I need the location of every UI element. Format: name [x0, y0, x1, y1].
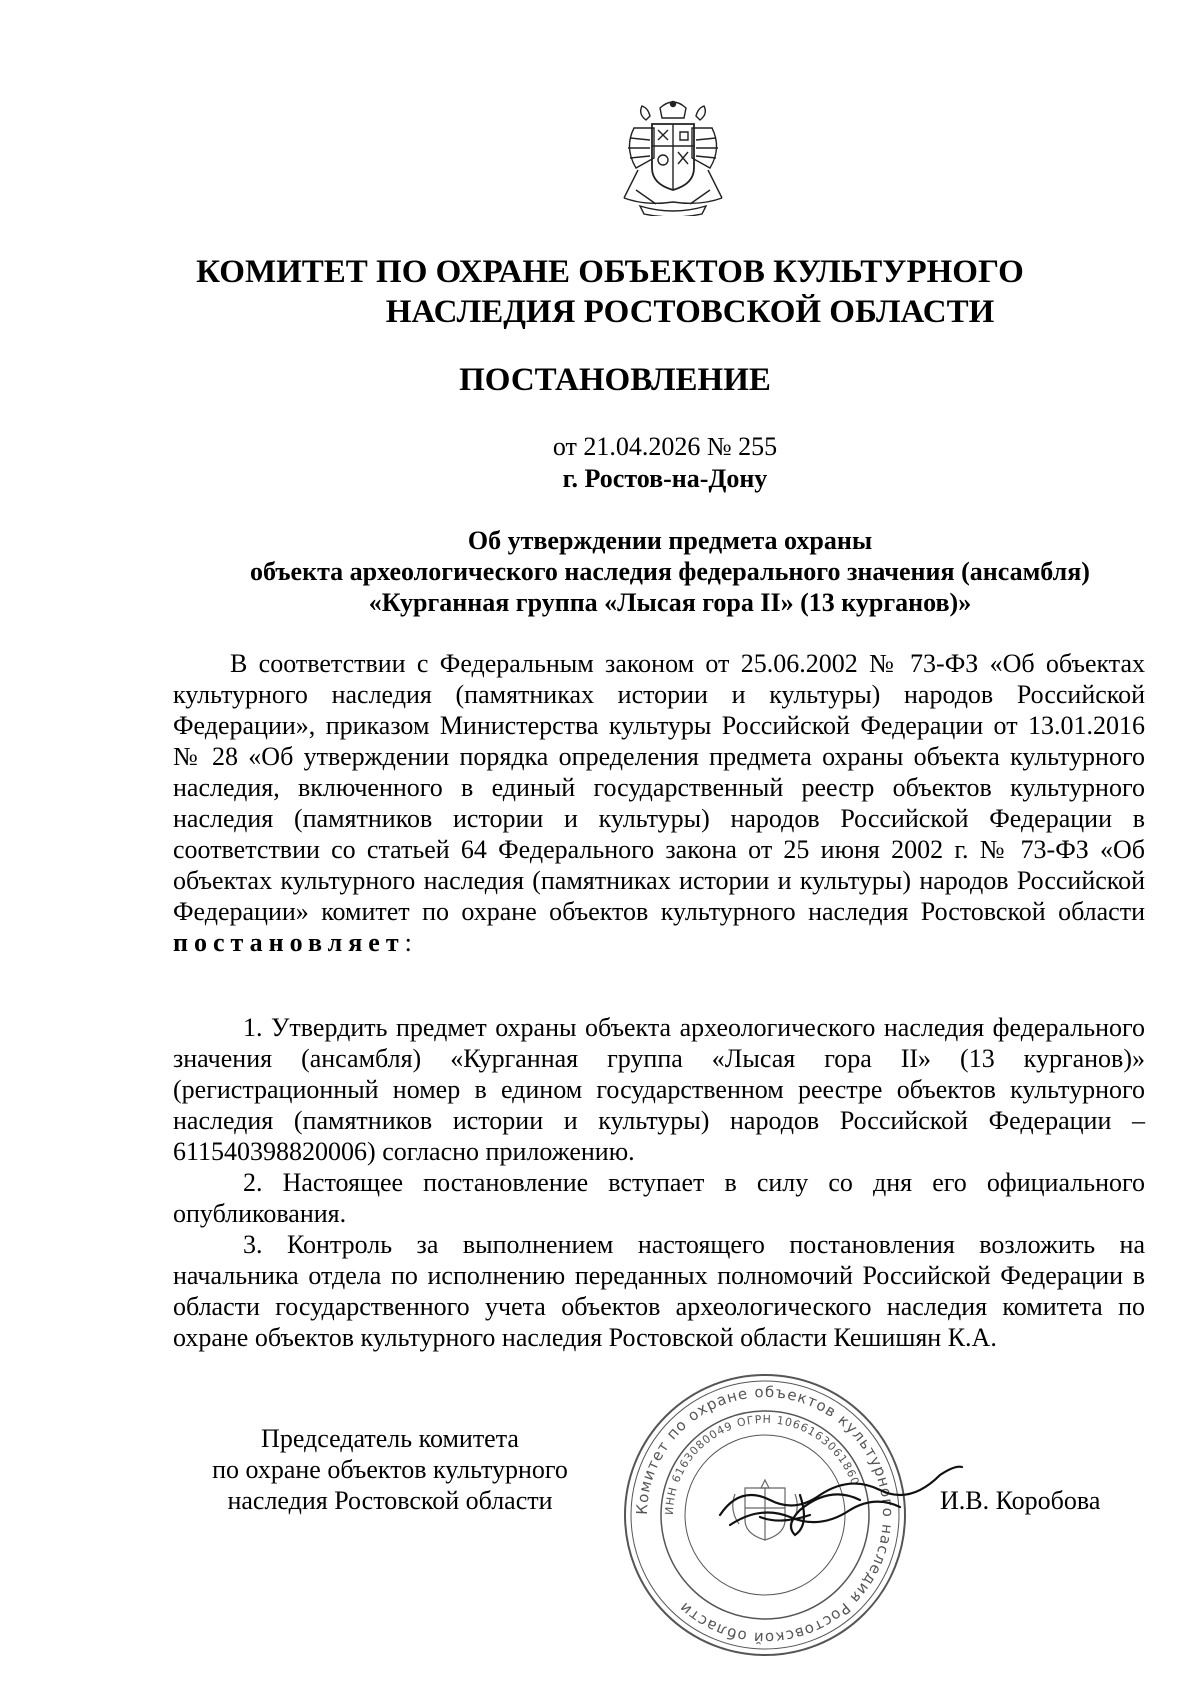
organization-name-line-2: НАСЛЕДИЯ РОСТОВСКОЙ ОБЛАСТИ — [385, 294, 995, 330]
subject-line-2: объекта археологического наследия федерального значения (ансамбля) — [250, 557, 1090, 586]
document-date-number: от 21.04.2026 № 255 — [552, 432, 778, 461]
document-type-title: ПОСТАНОВЛЕНИЕ — [459, 362, 771, 398]
decree-item: 1. Утвердить предмет охраны объекта археологического наследия федерального значения (ансамбля) «Курганная группа «Лысая гора II» (13 курганов)» (регистрационный номер в едином государственном реестре объектов культурного наследия (памятников истории и культуры) народов Российской Федерации – 611540398820006) согласно приложению. — [173, 1013, 1145, 1166]
stamp-inner-text: ИНН 6163080049 ОГРН 1066163061860 — [662, 1412, 862, 1516]
document-city: г. Ростов-на-Дону — [562, 464, 768, 493]
signatory-title — [170, 1423, 610, 1516]
coat-of-arms-emblem — [616, 98, 731, 216]
decree-colon: : — [404, 928, 412, 957]
subject-line-1: Об утверждении предмета охраны — [467, 526, 873, 555]
intro-text: В соответствии с Федеральным законом от 25.06.2002 № 73-ФЗ «Об объектах культурного наследия (памятниках истории и культуры) народов Российской Федерации», приказом Министерства культуры Российской Федерации от 13.01.2016 № 28 «Об утверждении порядка определения предмета охраны объекта культурного наследия, включенного в единый государственный реестр объектов культурного наследия (памятников истории и культуры) народов Российской Федерации в соответствии со статьей 64 Федерального закона от 25 июня 2002 г. № 73-ФЗ «Об объектах культурного наследия (памятниках истории и культуры) народов Российской Федерации» комитет по охране объектов культурного наследия Ростовской области — [173, 649, 1145, 926]
signatory-name: И.В. Коробова — [940, 1486, 1101, 1515]
decree-items — [173, 1012, 1145, 1353]
handwritten-signature — [700, 1455, 970, 1545]
signatory-title-line-2: по охране объектов культурного — [212, 1455, 568, 1484]
decree-item: 3. Контроль за выполнением настоящего постановления возложить на начальника отдела по исполнению переданных полномочий Российской Федерации в области государственного учета объектов археологического наследия комитета по охране объектов культурного наследия Ростовской области Кешишян К.А. — [173, 1230, 1145, 1352]
intro-paragraph — [173, 648, 1145, 958]
decree-item: 2. Настоящее постановление вступает в силу со дня его официального опубликования. — [173, 1168, 1145, 1228]
signatory-title-line-1: Председатель комитета — [261, 1424, 519, 1453]
organization-name-line-1: КОМИТЕТ ПО ОХРАНЕ ОБЪЕКТОВ КУЛЬТУРНОГО — [196, 254, 1024, 290]
decree-word: постановляет — [173, 928, 405, 957]
signatory-title-line-3: наследия Ростовской области — [227, 1486, 553, 1515]
document-subject — [190, 525, 1150, 618]
subject-line-3: «Курганная группа «Лысая гора II» (13 курганов)» — [368, 588, 972, 617]
stamp-outer-text: Комитет по охране объектов культурного наследия Ростовской области — [632, 1382, 898, 1648]
